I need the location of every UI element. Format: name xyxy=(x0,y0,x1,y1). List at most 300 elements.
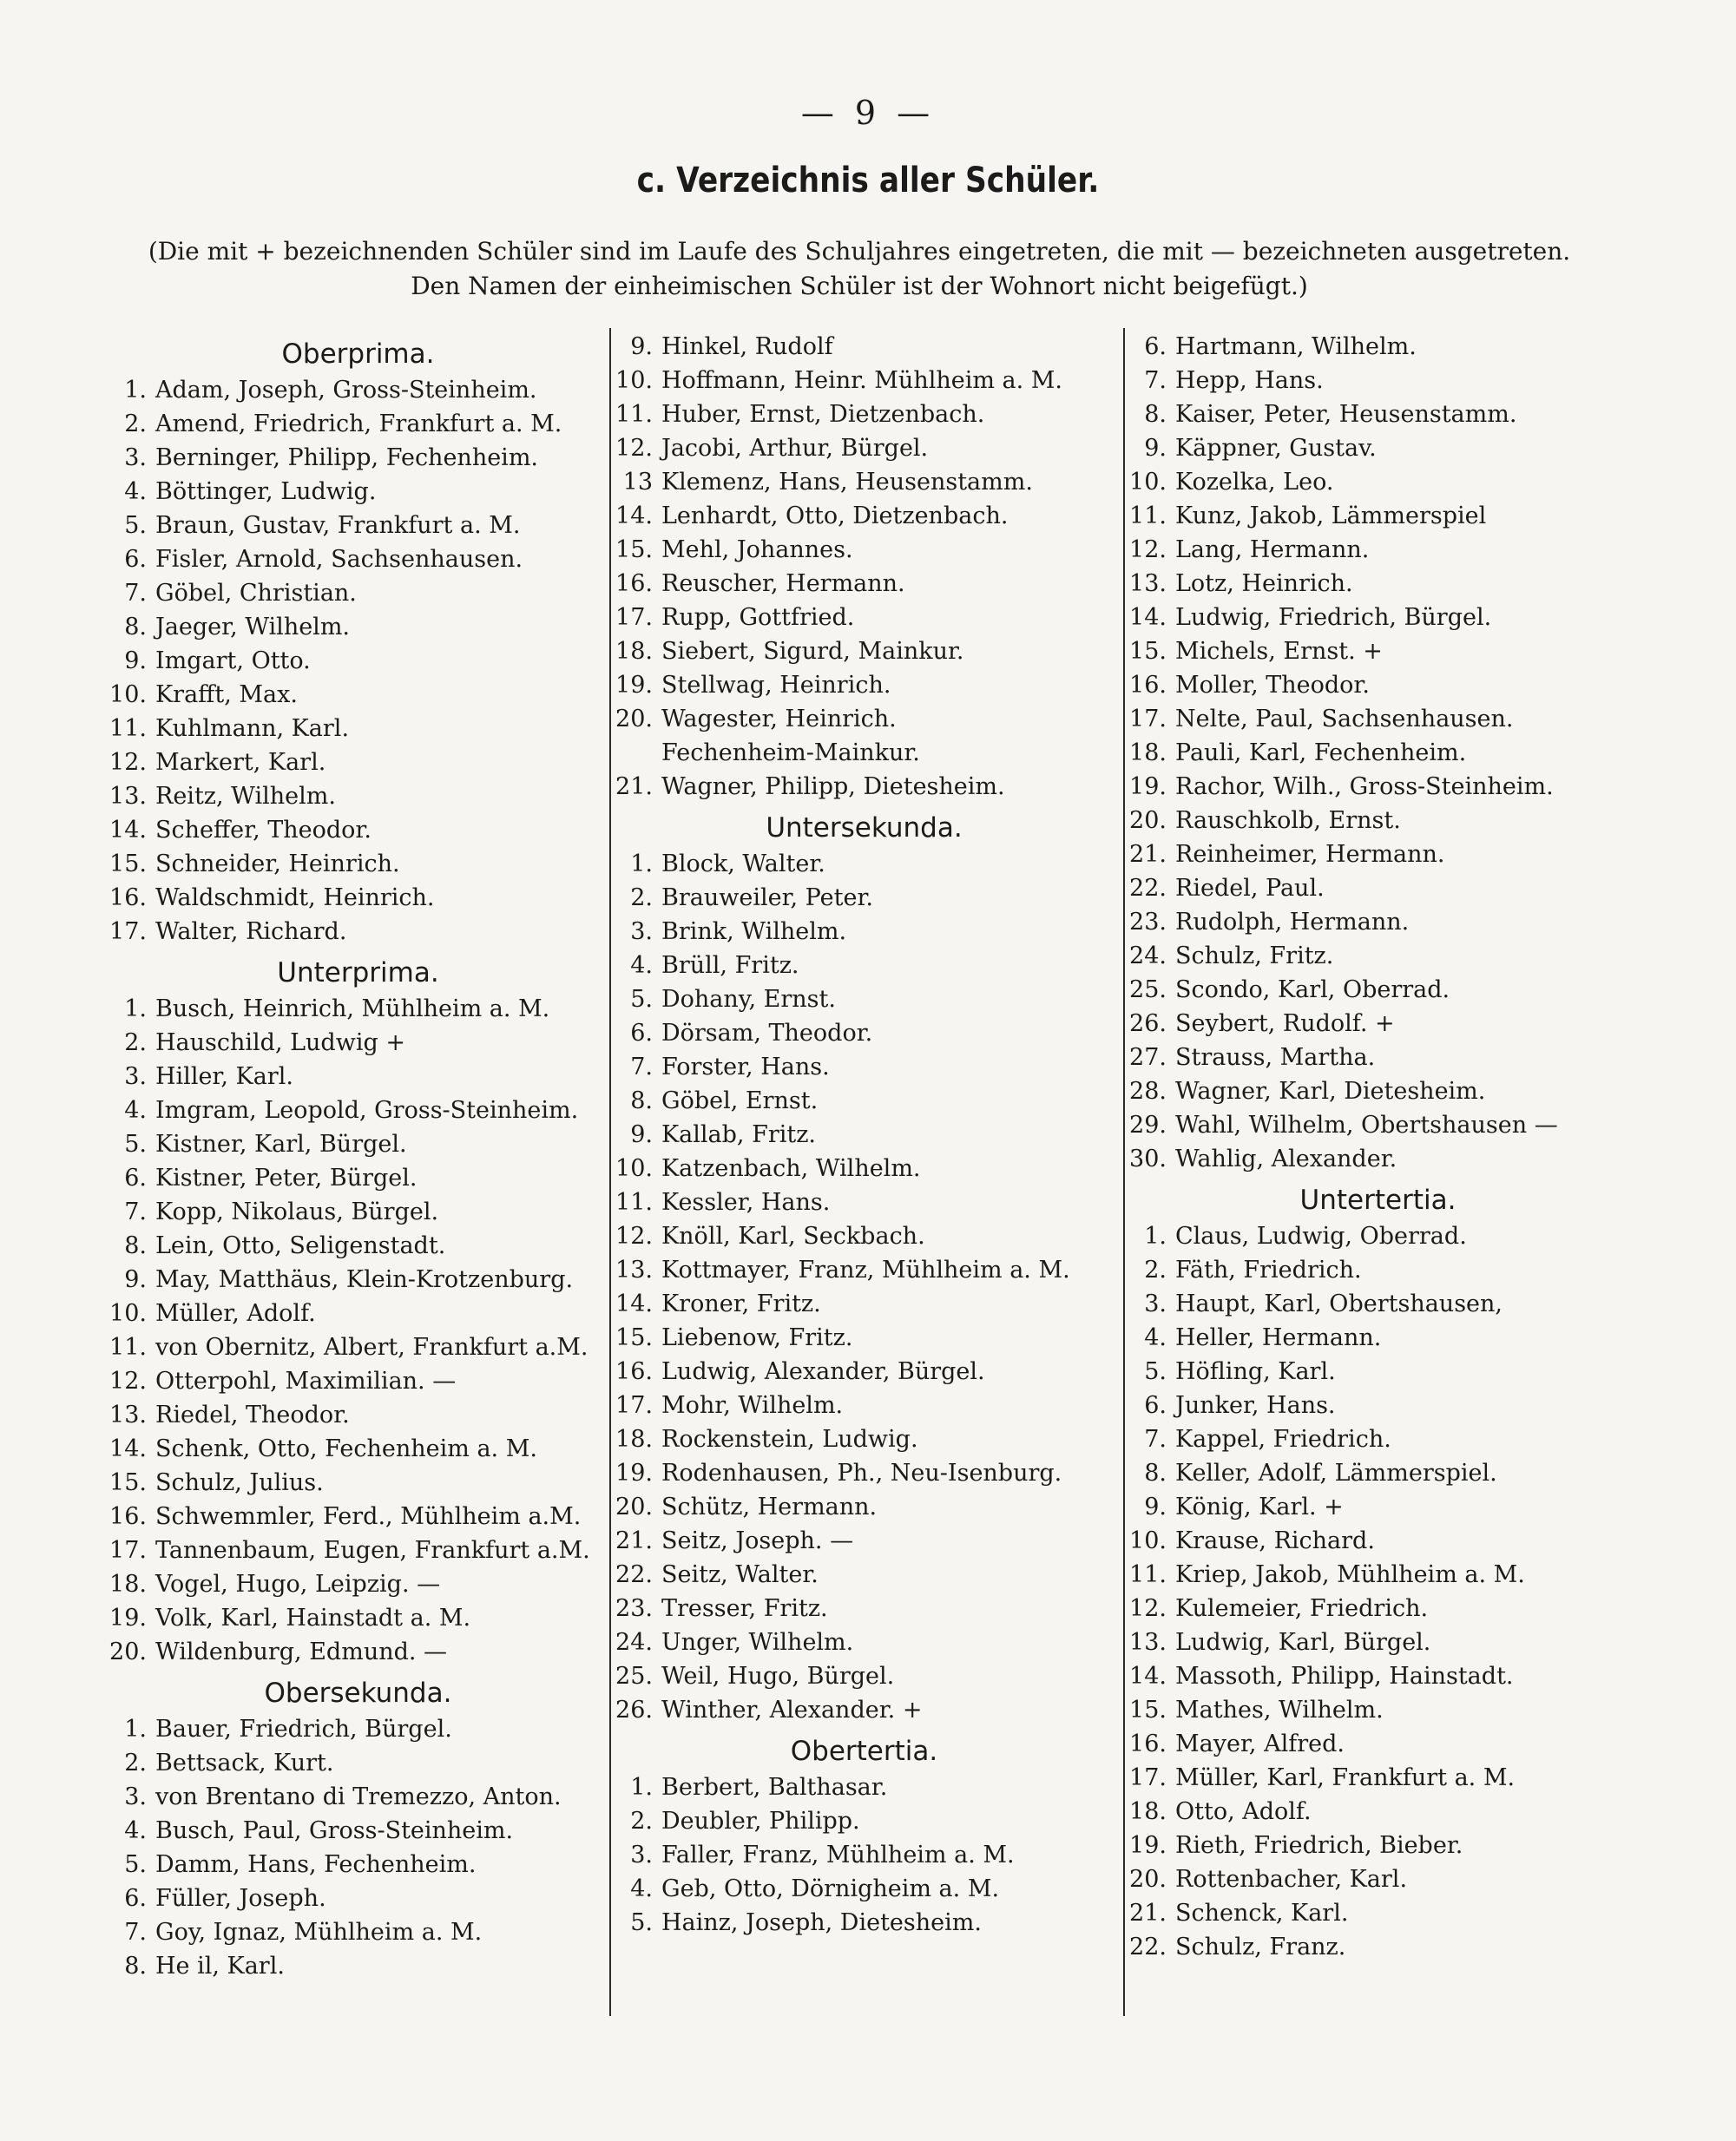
student-entry xyxy=(615,1050,1114,1084)
student-entry xyxy=(1128,465,1628,499)
student-entry xyxy=(1128,905,1628,939)
entry-number: 5. xyxy=(124,1131,147,1158)
student-entry xyxy=(615,465,1114,499)
student-name: Stellwag, Heinrich. xyxy=(661,672,891,699)
student-name: Busch, Paul, Gross-Steinheim. xyxy=(155,1817,514,1844)
student-name: Wahlig, Alexander. xyxy=(1175,1146,1397,1172)
student-name: von Obernitz, Albert, Frankfurt a.M. xyxy=(155,1334,589,1361)
entry-number: 21. xyxy=(1129,841,1167,868)
student-name: Kaiser, Peter, Heusenstamm. xyxy=(1175,401,1517,428)
student-name: Huber, Ernst, Dietzenbach. xyxy=(661,401,985,428)
student-entry xyxy=(1128,1625,1628,1659)
entry-number: 23. xyxy=(615,1595,653,1622)
student-entry xyxy=(1128,634,1628,668)
entry-number: 19. xyxy=(615,672,653,699)
student-entry xyxy=(108,1949,608,1983)
student-entry xyxy=(1128,1074,1628,1108)
student-name: Rudolph, Hermann. xyxy=(1175,909,1410,936)
student-name: Reitz, Wilhelm. xyxy=(155,783,336,810)
student-name: Kallab, Fritz. xyxy=(661,1121,817,1148)
student-entry xyxy=(1128,1219,1628,1253)
entry-number: 19. xyxy=(1129,773,1167,800)
student-name: Busch, Heinrich, Mühlheim a. M. xyxy=(155,995,550,1022)
student-entry xyxy=(615,1625,1114,1659)
student-entry xyxy=(1128,871,1628,905)
student-entry xyxy=(108,1882,608,1915)
student-name: Michels, Ernst. + xyxy=(1175,638,1383,665)
entry-number: 3. xyxy=(124,1063,147,1090)
student-name: König, Karl. + xyxy=(1175,1494,1344,1520)
entry-number: 6. xyxy=(1144,333,1167,360)
entry-number: 3. xyxy=(1144,1291,1167,1317)
entry-number: 1. xyxy=(124,995,147,1022)
student-name: Kopp, Nikolaus, Bürgel. xyxy=(155,1199,439,1225)
student-entry xyxy=(615,1016,1114,1050)
student-name: Rodenhausen, Ph., Neu-Isenburg. xyxy=(661,1460,1062,1487)
student-name: Wildenburg, Edmund. — xyxy=(155,1639,448,1665)
student-entry xyxy=(1128,837,1628,871)
student-entry xyxy=(108,475,608,509)
student-name: Goy, Ignaz, Mühlheim a. M. xyxy=(155,1919,483,1946)
column-2 xyxy=(615,330,1114,2013)
legend-note-line-2: Den Namen der einheimischen Schüler ist der Wohnort nicht beigefügt.) xyxy=(411,272,1308,300)
student-entry xyxy=(108,915,608,949)
entry-number: 30. xyxy=(1129,1146,1167,1172)
student-entry xyxy=(108,1297,608,1330)
column-divider xyxy=(1123,328,1125,2016)
student-name: Dörsam, Theodor. xyxy=(661,1020,873,1047)
entry-number: 17. xyxy=(615,1392,653,1419)
entry-number: 4. xyxy=(124,1817,147,1844)
student-entry xyxy=(615,1355,1114,1389)
student-name: Liebenow, Fritz. xyxy=(661,1324,853,1351)
entry-number: 6. xyxy=(124,546,147,573)
student-entry xyxy=(1128,1693,1628,1727)
student-entry xyxy=(615,1838,1114,1872)
entry-number: 24. xyxy=(1129,942,1167,969)
student-entry xyxy=(108,881,608,915)
student-name: Fäth, Friedrich. xyxy=(1175,1257,1362,1284)
student-name: Geb, Otto, Dörnigheim a. M. xyxy=(661,1875,1000,1902)
entry-number: 12. xyxy=(109,749,147,776)
entry-number: 8. xyxy=(124,614,147,640)
student-entry xyxy=(615,1152,1114,1185)
student-name: Schenk, Otto, Fechenheim a. M. xyxy=(155,1435,537,1462)
student-entry xyxy=(1128,736,1628,770)
student-entry xyxy=(108,407,608,441)
student-name: Hauschild, Ludwig + xyxy=(155,1029,405,1056)
entry-number: 9. xyxy=(1144,1494,1167,1520)
column-3 xyxy=(1128,330,1628,2013)
entry-number: 11. xyxy=(109,715,147,742)
student-name: Füller, Joseph. xyxy=(155,1885,326,1912)
entry-number: 14. xyxy=(109,1435,147,1462)
entry-number: 16. xyxy=(615,1358,653,1385)
student-entry xyxy=(108,542,608,576)
student-entry xyxy=(1128,702,1628,736)
student-entry xyxy=(1128,1142,1628,1176)
column-1 xyxy=(108,330,608,2013)
student-entry xyxy=(615,1084,1114,1118)
student-name: Dohany, Ernst. xyxy=(661,986,836,1013)
entry-number: 10. xyxy=(109,1300,147,1327)
student-name: Block, Walter. xyxy=(661,850,825,877)
entry-number: 14. xyxy=(109,817,147,844)
entry-number: 26. xyxy=(1129,1010,1167,1037)
entry-number: 21. xyxy=(1129,1900,1167,1927)
student-name: Amend, Friedrich, Frankfurt a. M. xyxy=(155,410,562,437)
student-name: von Brentano di Tremezzo, Anton. xyxy=(155,1783,562,1810)
entry-number: 20. xyxy=(1129,1866,1167,1893)
entry-number: 6. xyxy=(124,1885,147,1912)
student-name: Bauer, Friedrich, Bürgel. xyxy=(155,1716,452,1743)
entry-number: 15. xyxy=(1129,1697,1167,1724)
entry-number: 18. xyxy=(1129,739,1167,766)
entry-number: 5. xyxy=(630,986,653,1013)
student-name: Kistner, Karl, Bürgel. xyxy=(155,1131,407,1158)
class-heading: Obertertia. xyxy=(790,1736,938,1767)
entry-number: 3. xyxy=(630,918,653,945)
student-entry xyxy=(615,1524,1114,1558)
student-name: Jacobi, Arthur, Bürgel. xyxy=(661,435,929,462)
student-name: Keller, Adolf, Lämmerspiel. xyxy=(1175,1460,1497,1487)
student-entry xyxy=(1128,397,1628,431)
student-entry xyxy=(108,1398,608,1432)
entry-number: 8. xyxy=(1144,401,1167,428)
student-entry xyxy=(1128,1829,1628,1862)
student-entry xyxy=(1128,1761,1628,1795)
student-name: Otterpohl, Maximilian. — xyxy=(155,1368,457,1395)
student-name: Otto, Adolf. xyxy=(1175,1798,1312,1825)
student-entry xyxy=(108,1534,608,1567)
student-name: Seybert, Rudolf. + xyxy=(1175,1010,1395,1037)
student-name: Hoffmann, Heinr. Mühlheim a. M. xyxy=(661,367,1063,394)
student-entry xyxy=(615,1321,1114,1355)
student-name: Schenck, Karl. xyxy=(1175,1900,1349,1927)
entry-number: 24. xyxy=(615,1629,653,1656)
student-name: Schulz, Fritz. xyxy=(1175,942,1334,969)
entry-number: 14. xyxy=(1129,604,1167,631)
student-entry xyxy=(1128,1422,1628,1456)
entry-number: 14. xyxy=(615,502,653,529)
student-name: Deubler, Philipp. xyxy=(661,1808,860,1835)
entry-number: 19. xyxy=(615,1460,653,1487)
student-entry xyxy=(1128,1896,1628,1930)
student-entry xyxy=(615,1804,1114,1838)
student-name: Seitz, Joseph. — xyxy=(661,1527,854,1554)
student-entry xyxy=(108,1364,608,1398)
student-name: Winther, Alexander. + xyxy=(661,1697,923,1724)
column-divider xyxy=(609,328,611,2016)
student-entry xyxy=(108,1263,608,1297)
student-entry xyxy=(108,576,608,610)
student-name: Scheffer, Theodor. xyxy=(155,817,372,844)
entry-number: 9. xyxy=(630,333,653,360)
student-name: Mehl, Johannes. xyxy=(661,536,853,563)
student-entry xyxy=(1128,1659,1628,1693)
student-name: Damm, Hans, Fechenheim. xyxy=(155,1851,477,1878)
entry-number: 5. xyxy=(124,1851,147,1878)
entry-number: 28. xyxy=(1129,1078,1167,1105)
student-name: Fechenheim-Mainkur. xyxy=(661,739,920,766)
entry-number: 3. xyxy=(124,1783,147,1810)
student-entry xyxy=(615,1219,1114,1253)
student-name: Kunz, Jakob, Lämmerspiel xyxy=(1175,502,1487,529)
entry-number: 9. xyxy=(630,1121,653,1148)
entry-number: 7. xyxy=(1144,367,1167,394)
entry-number: 6. xyxy=(124,1165,147,1192)
student-entry xyxy=(1128,1389,1628,1422)
student-entry xyxy=(615,1906,1114,1940)
entry-number: 2. xyxy=(124,410,147,437)
student-entry xyxy=(615,1770,1114,1804)
entry-number: 12. xyxy=(615,1223,653,1250)
student-entry xyxy=(108,1635,608,1669)
entry-number: 11. xyxy=(109,1334,147,1361)
student-entry xyxy=(108,1780,608,1814)
entry-number: 7. xyxy=(630,1054,653,1080)
student-name: Kulemeier, Friedrich. xyxy=(1175,1595,1429,1622)
student-entry xyxy=(108,712,608,745)
entry-number: 22. xyxy=(1129,1934,1167,1960)
student-name: Reuscher, Hermann. xyxy=(661,570,905,597)
student-name: Krause, Richard. xyxy=(1175,1527,1375,1554)
entry-number: 25. xyxy=(615,1663,653,1690)
student-entry xyxy=(615,668,1114,702)
entry-number: 10. xyxy=(615,1155,653,1182)
student-entry xyxy=(615,634,1114,668)
student-entry xyxy=(108,610,608,644)
entry-number: 4. xyxy=(124,478,147,505)
student-name: Schulz, Franz. xyxy=(1175,1934,1346,1960)
student-name: Göbel, Ernst. xyxy=(661,1087,819,1114)
student-entry xyxy=(108,373,608,407)
class-heading: Oberprima. xyxy=(281,338,435,370)
student-entry xyxy=(108,1746,608,1780)
entry-number: 20. xyxy=(615,706,653,732)
entry-number: 12. xyxy=(615,435,653,462)
student-name: Bettsack, Kurt. xyxy=(155,1750,334,1777)
student-entry xyxy=(615,1592,1114,1625)
student-name: Kottmayer, Franz, Mühlheim a. M. xyxy=(661,1257,1070,1284)
student-name: Moller, Theodor. xyxy=(1175,672,1370,699)
entry-number: 15. xyxy=(615,536,653,563)
student-name: Brüll, Fritz. xyxy=(661,952,799,979)
student-name: Brauweiler, Peter. xyxy=(661,884,873,911)
entry-number: 9. xyxy=(124,647,147,674)
student-entry xyxy=(1128,973,1628,1007)
student-name: Imgart, Otto. xyxy=(155,647,311,674)
student-name: Lotz, Heinrich. xyxy=(1175,570,1353,597)
entry-number: 20. xyxy=(109,1639,147,1665)
student-entry xyxy=(108,1127,608,1161)
student-name: Heller, Hermann. xyxy=(1175,1324,1382,1351)
student-name: Waldschmidt, Heinrich. xyxy=(155,884,435,911)
student-name: Göbel, Christian. xyxy=(155,580,357,607)
student-entry xyxy=(1128,1007,1628,1041)
page-number: — 9 — xyxy=(800,94,936,132)
entry-number: 8. xyxy=(124,1953,147,1980)
student-entry xyxy=(108,441,608,475)
student-name: Tresser, Fritz. xyxy=(661,1595,828,1622)
student-name: Fisler, Arnold, Sachsenhausen. xyxy=(155,546,523,573)
student-name: Rauschkolb, Ernst. xyxy=(1175,807,1401,834)
student-name: Claus, Ludwig, Oberrad. xyxy=(1175,1223,1467,1250)
student-name: Rupp, Gottfried. xyxy=(661,604,855,631)
student-name: Kessler, Hans. xyxy=(661,1189,831,1216)
student-name: Haupt, Karl, Obertshausen, xyxy=(1175,1291,1503,1317)
class-heading: Unterprima. xyxy=(277,957,439,988)
student-name: Tannenbaum, Eugen, Frankfurt a.M. xyxy=(155,1537,590,1564)
student-name: Schütz, Hermann. xyxy=(661,1494,878,1520)
entry-number: 1. xyxy=(630,1774,653,1801)
student-entry xyxy=(1128,601,1628,634)
student-entry xyxy=(108,1330,608,1364)
student-name: Markert, Karl. xyxy=(155,749,326,776)
student-name: Rieth, Friedrich, Bieber. xyxy=(1175,1832,1463,1859)
student-name: Hinkel, Rudolf xyxy=(661,333,833,360)
student-entry xyxy=(615,770,1114,804)
student-name: Katzenbach, Wilhelm. xyxy=(661,1155,921,1182)
entry-number: 13. xyxy=(1129,570,1167,597)
student-entry xyxy=(108,1060,608,1093)
student-name: Kistner, Peter, Bürgel. xyxy=(155,1165,418,1192)
student-entry xyxy=(615,1422,1114,1456)
entry-number: 7. xyxy=(124,1919,147,1946)
entry-number: 11. xyxy=(615,401,653,428)
student-entry xyxy=(1128,1355,1628,1389)
student-entry xyxy=(108,1848,608,1882)
entry-number: 14. xyxy=(1129,1663,1167,1690)
student-name: Knöll, Karl, Seckbach. xyxy=(661,1223,925,1250)
student-entry xyxy=(615,736,1114,770)
entry-number: 13. xyxy=(1129,1629,1167,1656)
student-name: Reinheimer, Hermann. xyxy=(1175,841,1445,868)
student-name: Jaeger, Wilhelm. xyxy=(155,614,351,640)
student-name: Klemenz, Hans, Heusenstamm. xyxy=(661,469,1033,496)
class-heading: Untersekunda. xyxy=(766,812,963,844)
student-entry xyxy=(615,1389,1114,1422)
entry-number: 10. xyxy=(615,367,653,394)
entry-number: 9. xyxy=(1144,435,1167,462)
student-entry xyxy=(615,1185,1114,1219)
student-entry xyxy=(108,1229,608,1263)
student-name: May, Matthäus, Klein-Krotzenburg. xyxy=(155,1266,574,1293)
entry-number: 2. xyxy=(630,884,653,911)
student-name: Ludwig, Alexander, Bürgel. xyxy=(661,1358,985,1385)
student-name: Rottenbacher, Karl. xyxy=(1175,1866,1408,1893)
student-name: Pauli, Karl, Fechenheim. xyxy=(1175,739,1467,766)
student-name: Seitz, Walter. xyxy=(661,1561,819,1588)
student-name: Wagester, Heinrich. xyxy=(661,706,897,732)
student-entry xyxy=(1128,804,1628,837)
student-entry xyxy=(108,644,608,678)
student-name: Riedel, Theodor. xyxy=(155,1402,350,1428)
student-name: Vogel, Hugo, Leipzig. — xyxy=(155,1571,441,1598)
student-name: Mayer, Alfred. xyxy=(1175,1731,1345,1757)
student-entry xyxy=(1128,770,1628,804)
entry-number: 13. xyxy=(615,1257,653,1284)
student-entry xyxy=(1128,330,1628,364)
student-entry xyxy=(1128,939,1628,973)
student-name: Krafft, Max. xyxy=(155,681,298,708)
entry-number: 12. xyxy=(1129,536,1167,563)
student-entry xyxy=(1128,1108,1628,1142)
student-name: Scondo, Karl, Oberrad. xyxy=(1175,976,1450,1003)
student-name: Rachor, Wilh., Gross-Steinheim. xyxy=(1175,773,1554,800)
student-name: Forster, Hans. xyxy=(661,1054,830,1080)
student-name: Böttinger, Ludwig. xyxy=(155,478,377,505)
entry-number: 6. xyxy=(1144,1392,1167,1419)
entry-number: 15. xyxy=(615,1324,653,1351)
student-entry xyxy=(1128,1592,1628,1625)
entry-number: 18. xyxy=(109,1571,147,1598)
entry-number: 13. xyxy=(109,1402,147,1428)
entry-number: 5. xyxy=(124,512,147,539)
student-name: Wahl, Wilhelm, Obertshausen — xyxy=(1175,1112,1558,1139)
student-entry xyxy=(108,992,608,1026)
student-entry xyxy=(1128,1558,1628,1592)
student-entry xyxy=(1128,1795,1628,1829)
entry-number: 5. xyxy=(1144,1358,1167,1385)
student-name: Rockenstein, Ludwig. xyxy=(661,1426,918,1453)
student-entry xyxy=(1128,1456,1628,1490)
entry-number: 27. xyxy=(1129,1044,1167,1071)
entry-number: 19. xyxy=(1129,1832,1167,1859)
student-name: Lenhardt, Otto, Dietzenbach. xyxy=(661,502,1009,529)
class-heading: Obersekunda. xyxy=(264,1678,452,1709)
student-name: Imgram, Leopold, Gross-Steinheim. xyxy=(155,1097,579,1124)
student-entry xyxy=(615,949,1114,982)
entry-number: 29. xyxy=(1129,1112,1167,1139)
student-entry xyxy=(615,1558,1114,1592)
student-name: Strauss, Martha. xyxy=(1175,1044,1376,1071)
entry-number: 10. xyxy=(109,681,147,708)
student-entry xyxy=(615,1490,1114,1524)
student-name: Kriep, Jakob, Mühlheim a. M. xyxy=(1175,1561,1525,1588)
student-name: Adam, Joseph, Gross-Steinheim. xyxy=(155,377,537,404)
class-heading: Untertertia. xyxy=(1299,1185,1457,1216)
student-name: Mathes, Wilhelm. xyxy=(1175,1697,1384,1724)
entry-number: 8. xyxy=(630,1087,653,1114)
entry-number: 14. xyxy=(615,1291,653,1317)
entry-number: 13 xyxy=(622,469,653,496)
student-name: Kappel, Friedrich. xyxy=(1175,1426,1391,1453)
student-entry xyxy=(615,702,1114,736)
entry-number: 2. xyxy=(1144,1257,1167,1284)
student-name: Mohr, Wilhelm. xyxy=(661,1392,844,1419)
entry-number: 16. xyxy=(1129,1731,1167,1757)
entry-number: 17. xyxy=(615,604,653,631)
entry-number: 11. xyxy=(1129,502,1167,529)
entry-number: 18. xyxy=(1129,1798,1167,1825)
student-entry xyxy=(615,431,1114,465)
student-entry xyxy=(108,1432,608,1466)
student-name: Wagner, Philipp, Dietesheim. xyxy=(661,773,1005,800)
student-entry xyxy=(1128,1524,1628,1558)
student-entry xyxy=(615,982,1114,1016)
student-entry xyxy=(615,1456,1114,1490)
entry-number: 10. xyxy=(1129,1527,1167,1554)
student-entry xyxy=(108,1500,608,1534)
student-entry xyxy=(1128,364,1628,397)
entry-number: 10. xyxy=(1129,469,1167,496)
entry-number: 20. xyxy=(615,1494,653,1520)
student-name: Kuhlmann, Karl. xyxy=(155,715,350,742)
student-name: Müller, Adolf. xyxy=(155,1300,316,1327)
entry-number: 13. xyxy=(109,783,147,810)
entry-number: 18. xyxy=(615,638,653,665)
